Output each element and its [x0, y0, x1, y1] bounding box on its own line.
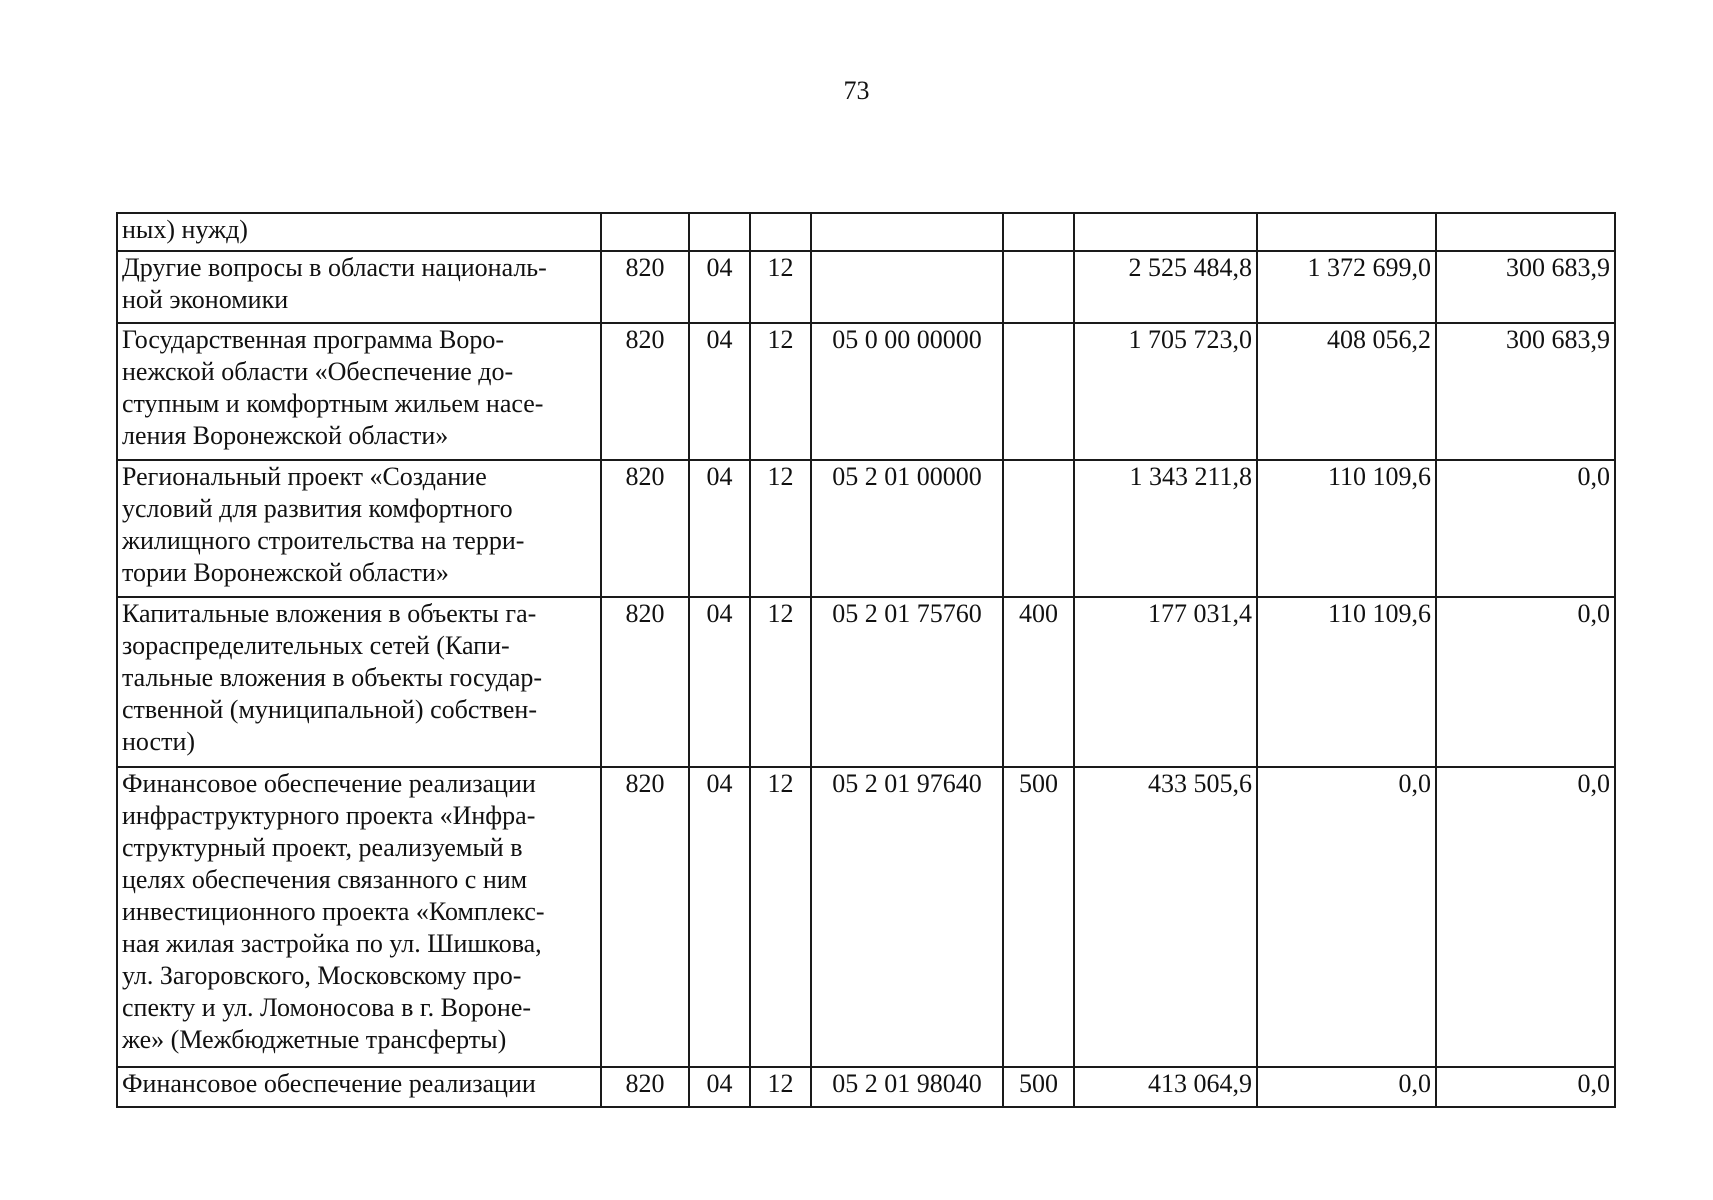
row-name-line: Финансовое обеспечение реализации [122, 1069, 536, 1098]
row-name-line: ности) [122, 727, 196, 756]
row-name-cell [117, 597, 601, 767]
row-name-line: же» (Межбюджетные трансферты) [122, 1025, 507, 1054]
gr-cell: 820 [601, 251, 689, 323]
rz-cell: 04 [689, 767, 750, 1067]
row-name-line: Другие вопросы в области националь- [122, 253, 547, 282]
pr-cell: 12 [750, 323, 811, 460]
pr-cell [750, 213, 811, 251]
vr-cell: 500 [1003, 1067, 1074, 1107]
pr-cell: 12 [750, 251, 811, 323]
table-row [117, 460, 1615, 597]
rz-cell: 04 [689, 597, 750, 767]
row-name-cell [117, 213, 601, 251]
rz-cell: 04 [689, 460, 750, 597]
sum3-cell [1436, 213, 1615, 251]
pr-cell: 12 [750, 460, 811, 597]
row-name-line: зораспределительных сетей (Капи- [122, 631, 510, 660]
table-row [117, 323, 1615, 460]
budget-table [116, 212, 1616, 1108]
rz-cell: 04 [689, 1067, 750, 1107]
sum3-cell: 0,0 [1436, 1067, 1615, 1107]
gr-cell: 820 [601, 323, 689, 460]
row-name-cell [117, 251, 601, 323]
sum1-cell: 2 525 484,8 [1074, 251, 1257, 323]
row-name-line: жилищного строительства на терри- [122, 526, 525, 555]
row-name-line: спекту и ул. Ломоносова в г. Вороне- [122, 993, 532, 1022]
row-name-cell [117, 1067, 601, 1107]
table-row [117, 213, 1615, 251]
row-name-line: Капитальные вложения в объекты га- [122, 599, 537, 628]
sum2-cell: 110 109,6 [1257, 597, 1436, 767]
sum1-cell: 1 343 211,8 [1074, 460, 1257, 597]
vr-cell: 400 [1003, 597, 1074, 767]
vr-cell: 500 [1003, 767, 1074, 1067]
sum2-cell: 110 109,6 [1257, 460, 1436, 597]
row-name-line: инвестиционного проекта «Комплекс- [122, 897, 545, 926]
row-name-line: целях обеспечения связанного с ним [122, 865, 528, 894]
table-row [117, 767, 1615, 1067]
pr-cell: 12 [750, 767, 811, 1067]
rz-cell: 04 [689, 251, 750, 323]
vr-cell [1003, 323, 1074, 460]
gr-cell: 820 [601, 1067, 689, 1107]
row-name-line: ных) нужд) [122, 215, 248, 244]
row-name-line: условий для развития комфортного [122, 494, 513, 523]
sum3-cell: 0,0 [1436, 597, 1615, 767]
sum2-cell: 0,0 [1257, 1067, 1436, 1107]
sum2-cell: 408 056,2 [1257, 323, 1436, 460]
table-row [117, 1067, 1615, 1107]
csr-cell: 05 2 01 97640 [811, 767, 1003, 1067]
table-row [117, 597, 1615, 767]
pr-cell: 12 [750, 597, 811, 767]
csr-cell [811, 251, 1003, 323]
csr-cell: 05 2 01 00000 [811, 460, 1003, 597]
csr-cell: 05 2 01 98040 [811, 1067, 1003, 1107]
rz-cell: 04 [689, 323, 750, 460]
sum2-cell [1257, 213, 1436, 251]
sum3-cell: 300 683,9 [1436, 323, 1615, 460]
row-name-line: Государственная программа Воро- [122, 325, 505, 354]
row-name-line: ственной (муниципальной) собствен- [122, 695, 537, 724]
gr-cell: 820 [601, 597, 689, 767]
table-row [117, 251, 1615, 323]
row-name-line: ступным и комфортным жильем насе- [122, 389, 544, 418]
row-name-line: ул. Загоровского, Московскому про- [122, 961, 522, 990]
row-name-line: ной экономики [122, 285, 289, 314]
rz-cell [689, 213, 750, 251]
csr-cell: 05 2 01 75760 [811, 597, 1003, 767]
page-number: 73 [843, 76, 870, 105]
row-name-line: тории Воронежской области» [122, 558, 449, 587]
row-name-line: Региональный проект «Создание [122, 462, 487, 491]
sum2-cell: 1 372 699,0 [1257, 251, 1436, 323]
row-name-cell [117, 460, 601, 597]
sum1-cell: 413 064,9 [1074, 1067, 1257, 1107]
vr-cell [1003, 213, 1074, 251]
gr-cell: 820 [601, 767, 689, 1067]
pr-cell: 12 [750, 1067, 811, 1107]
row-name-cell [117, 767, 601, 1067]
row-name-line: Финансовое обеспечение реализации [122, 769, 536, 798]
gr-cell [601, 213, 689, 251]
sum1-cell [1074, 213, 1257, 251]
csr-cell: 05 0 00 00000 [811, 323, 1003, 460]
vr-cell [1003, 460, 1074, 597]
row-name-line: тальные вложения в объекты государ- [122, 663, 543, 692]
sum3-cell: 0,0 [1436, 460, 1615, 597]
vr-cell [1003, 251, 1074, 323]
table-body [117, 213, 1615, 1107]
row-name-cell [117, 323, 601, 460]
row-name-line: структурный проект, реализуемый в [122, 833, 523, 862]
csr-cell [811, 213, 1003, 251]
gr-cell: 820 [601, 460, 689, 597]
sum3-cell: 0,0 [1436, 767, 1615, 1067]
sum1-cell: 433 505,6 [1074, 767, 1257, 1067]
row-name-line: ная жилая застройка по ул. Шишкова, [122, 929, 542, 958]
sum1-cell: 177 031,4 [1074, 597, 1257, 767]
row-name-line: инфраструктурного проекта «Инфра- [122, 801, 536, 830]
sum2-cell: 0,0 [1257, 767, 1436, 1067]
row-name-line: нежской области «Обеспечение до- [122, 357, 514, 386]
row-name-line: ления Воронежской области» [122, 421, 449, 450]
sum1-cell: 1 705 723,0 [1074, 323, 1257, 460]
sum3-cell: 300 683,9 [1436, 251, 1615, 323]
